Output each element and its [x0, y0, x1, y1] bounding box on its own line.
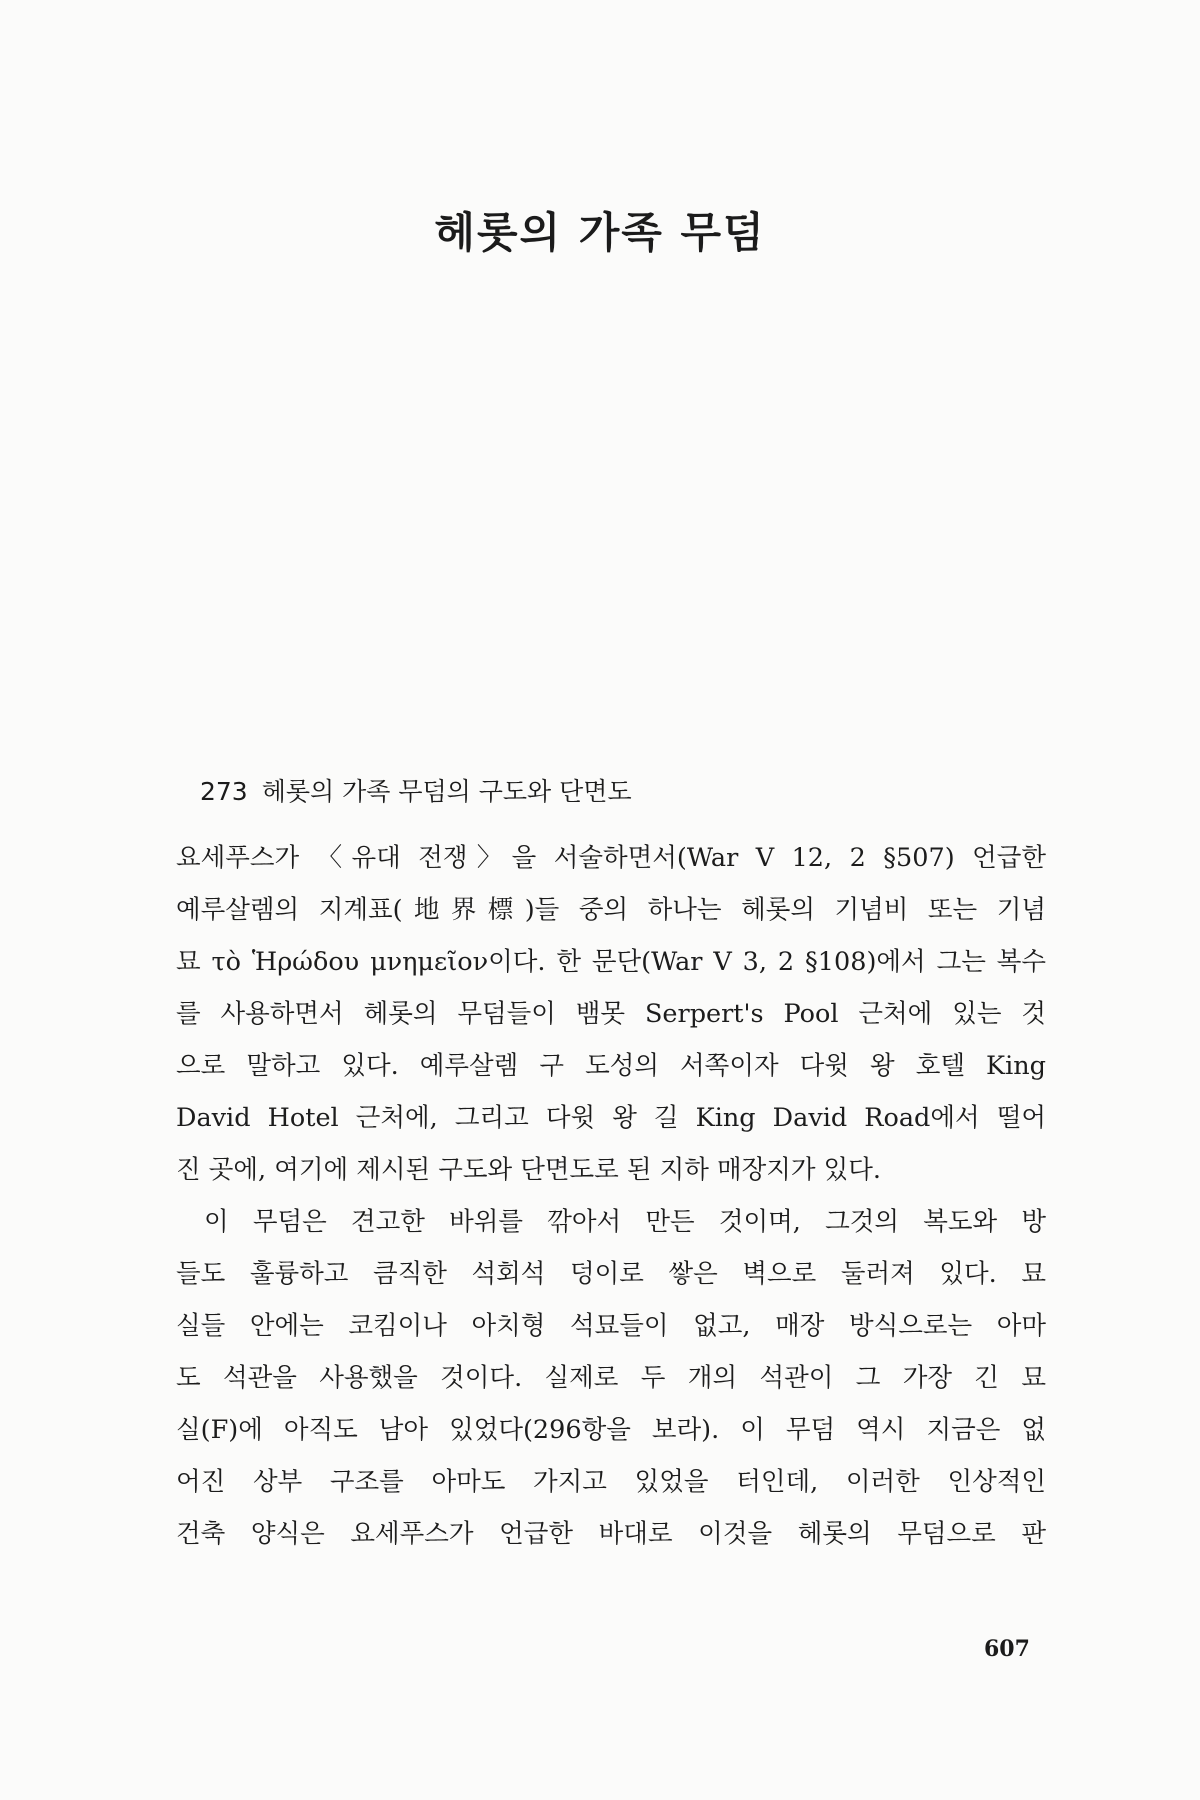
- body-line: 이 무덤은 견고한 바위를 깎아서 만든 것이며, 그것의 복도와 방: [204, 1207, 1046, 1237]
- body-line: 요세푸스가 〈유대 전쟁〉을 서술하면서(War V 12, 2 §507) 언급한: [176, 843, 1046, 873]
- section-title: 헤롯의 가족 무덤의 구도와 단면도: [261, 777, 632, 806]
- body-line: 도 석관을 사용했을 것이다. 실제로 두 개의 석관이 그 가장 긴 묘: [176, 1363, 1046, 1393]
- body-line: 진 곳에, 여기에 제시된 구도와 단면도로 된 지하 매장지가 있다.: [176, 1155, 881, 1185]
- body-line: 어진 상부 구조를 아마도 가지고 있었을 터인데, 이러한 인상적인: [176, 1467, 1046, 1497]
- body-line: 실들 안에는 코킴이나 아치형 석묘들이 없고, 매장 방식으로는 아마: [176, 1311, 1046, 1341]
- chapter-title: 헤롯의 가족 무덤: [434, 208, 766, 257]
- body-line: 건축 양식은 요세푸스가 언급한 바대로 이것을 헤롯의 무덤으로 판: [176, 1519, 1046, 1549]
- section-number: 273: [200, 777, 248, 806]
- body-line: David Hotel 근처에, 그리고 다윗 왕 길 King David Road에서 떨어: [176, 1103, 1046, 1133]
- page-number: 607: [984, 1636, 1030, 1662]
- section-heading: [200, 772, 632, 808]
- body-line: 실(F)에 아직도 남아 있었다(296항을 보라). 이 무덤 역시 지금은 없: [176, 1415, 1046, 1445]
- body-line: 묘 τὸ Ἡρώδου μνημεῖον이다. 한 문단(War V 3, 2 §108)에서 그는 복수: [176, 947, 1046, 977]
- body-line: 들도 훌륭하고 큼직한 석회석 덩이로 쌓은 벽으로 둘러져 있다. 묘: [176, 1259, 1046, 1289]
- body-line: 예루살렘의 지계표(地界標)들 중의 하나는 헤롯의 기념비 또는 기념: [176, 895, 1046, 925]
- body-line: 으로 말하고 있다. 예루살렘 구 도성의 서쪽이자 다윗 왕 호텔 King: [176, 1051, 1046, 1081]
- body-line: 를 사용하면서 헤롯의 무덤들이 뱀못 Serpert's Pool 근처에 있는 것: [176, 999, 1046, 1029]
